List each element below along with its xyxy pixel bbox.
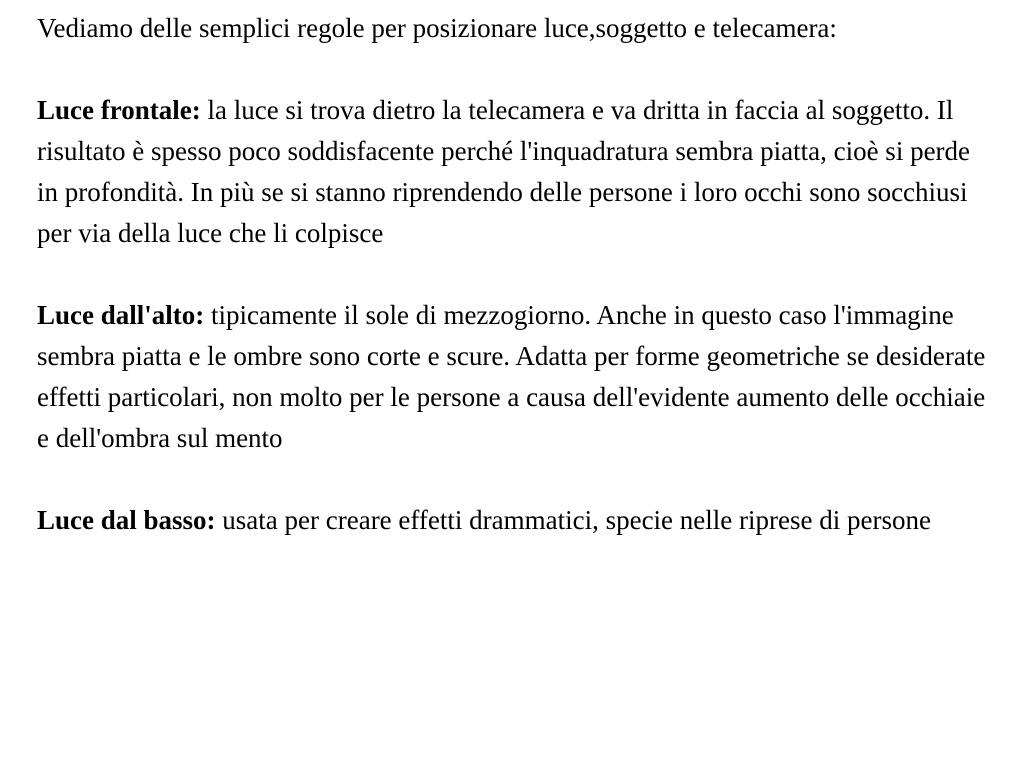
section-top-light — [37, 295, 988, 459]
section-heading: Luce dall'alto: — [37, 300, 205, 330]
section-heading: Luce dal basso: — [37, 505, 216, 535]
section-text: tipicamente il sole di mezzogiorno. Anche in questo caso l'immagine sembra piatta e le ombre sono corte e scure. Adatta per forme geometriche se desiderate effetti particolari, non molto per le persone a causa dell'evidente aumento delle occhiaie e dell'ombra sul mento — [37, 300, 986, 453]
section-heading: Luce frontale: — [37, 95, 201, 125]
section-text: usata per creare effetti drammatici, specie nelle riprese di persone — [222, 505, 931, 535]
intro-paragraph: Vediamo delle semplici regole per posizionare luce,soggetto e telecamera: — [37, 13, 837, 43]
section-text: la luce si trova dietro la telecamera e va dritta in faccia al soggetto. Il risultato è spesso poco soddisfacente perché l'inquadratura sembra piatta, cioè si perde in profondità. In più se si stanno riprendendo delle persone i loro occhi sono socchiusi per via della luce che li colpisce — [37, 95, 971, 248]
section-front-light — [37, 90, 988, 254]
section-bottom-light — [37, 500, 988, 541]
